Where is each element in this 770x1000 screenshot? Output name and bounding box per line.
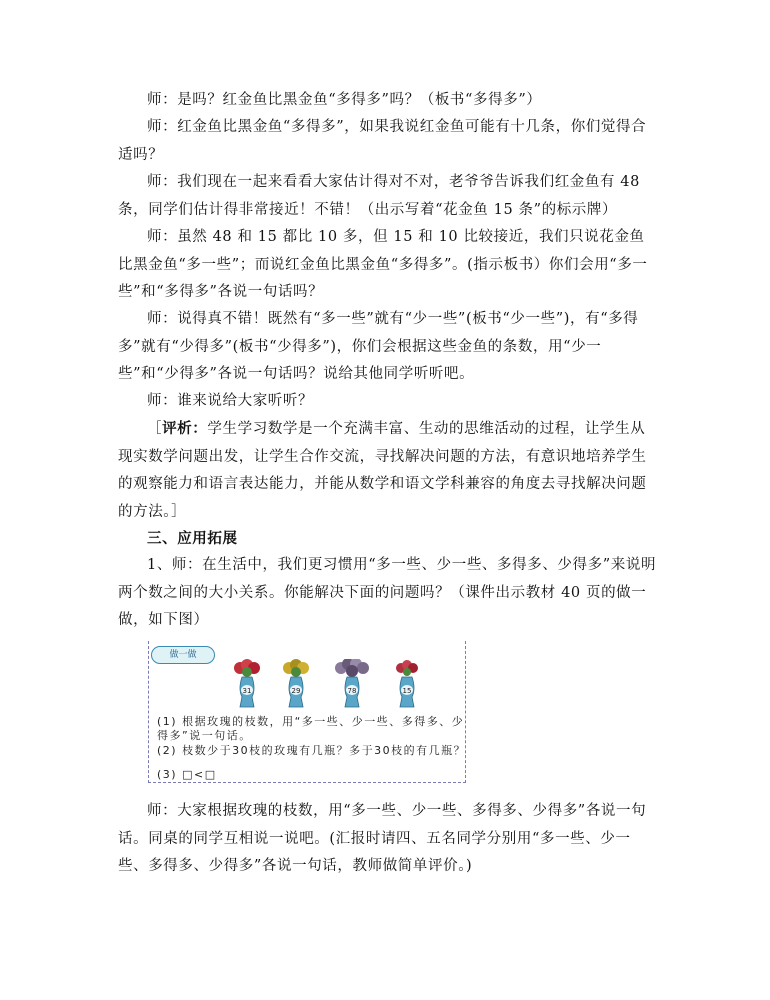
- comment-label: 评析：: [162, 420, 208, 437]
- figure-tag: 做一做: [151, 646, 215, 664]
- paragraph-5: 师：说得真不错！既然有“多一些”就有“少一些”(板书“少一些”)，有“多得多”就有“少得多”(板书“少得多”)，你们会根据这些金鱼的条数，用“少一些”和“少得多”各说一句话吗？说给其他同学听听吧。: [118, 311, 639, 382]
- vase-3: [334, 659, 370, 709]
- vase-2: [281, 659, 311, 709]
- textbook-figure: [148, 641, 466, 783]
- closing-paragraph: 师：大家根据玫瑰的枝数，用“多一些、少一些、多得多、少得多”各说一句话。同桌的同学互相说一说吧。(汇报时请四、五名同学分别用“多一些、少一些、多得多、少得多”各说一句话，教师做简单评价。): [118, 803, 647, 874]
- paragraph-6: 师：谁来说给大家听听？: [147, 393, 314, 409]
- paragraph-2: 师：红金鱼比黑金鱼“多得多”，如果我说红金鱼可能有十几条，你们觉得合适吗？: [118, 119, 647, 163]
- vase-row: [224, 659, 444, 709]
- comment-text: 学生学习数学是一个充满丰富、生动的思维活动的过程，让学生从现实数学问题出发，让学生合作交流，寻找解决问题的方法，有意识地培养学生的观察能力和语言表达能力，并能从数学和语文学科兼容的角度去寻找解决问题的方法。: [118, 421, 647, 520]
- paragraph-1: 师：是吗？红金鱼比黑金鱼“多得多”吗？（板书“多得多”）: [147, 92, 542, 108]
- comment-bracket-open: ［: [147, 421, 163, 437]
- paragraph-4: 师：虽然 48 和 15 都比 10 多，但 15 和 10 比较接近，我们只说花金鱼比黑金鱼“多一些”；而说红金鱼比黑金鱼“多得多”。(指示板书）你们会用“多一些”和“多得多”各说一句话吗？: [118, 229, 648, 300]
- figure-question-1: (1) 根据玫瑰的枝数，用“多一些、少一些、多得多、少得多”说一句话。: [157, 715, 465, 742]
- vase-1: [232, 659, 262, 709]
- vase-4-number: 15: [402, 687, 412, 695]
- figure-question-2: (2) 枝数少于30枝的玫瑰有几瓶？多于30枝的有几瓶？: [157, 744, 467, 757]
- vase-1-number: 31: [242, 687, 252, 695]
- vase-4: [392, 659, 422, 709]
- vase-3-number: 78: [347, 687, 357, 695]
- comment-block: [118, 415, 658, 526]
- paragraph-3: 师：我们现在一起来看看大家估计得对不对，老爷爷告诉我们红金鱼有 48条，同学们估计得非常接近！不错！（出示写着“花金鱼 15 条”的标示牌）: [118, 174, 640, 218]
- section-paragraph: 1、师：在生活中，我们更习惯用“多一些、少一些、多得多、少得多”来说明两个数之间的大小关系。你能解决下面的问题吗？（课件出示教材 40 页的做一做，如下图）: [118, 557, 657, 628]
- comment-bracket-close: ］: [171, 503, 187, 520]
- figure-question-3: (3) □<□: [157, 768, 217, 781]
- section-heading: 三、应用拓展: [147, 530, 238, 547]
- vase-2-number: 29: [291, 687, 301, 695]
